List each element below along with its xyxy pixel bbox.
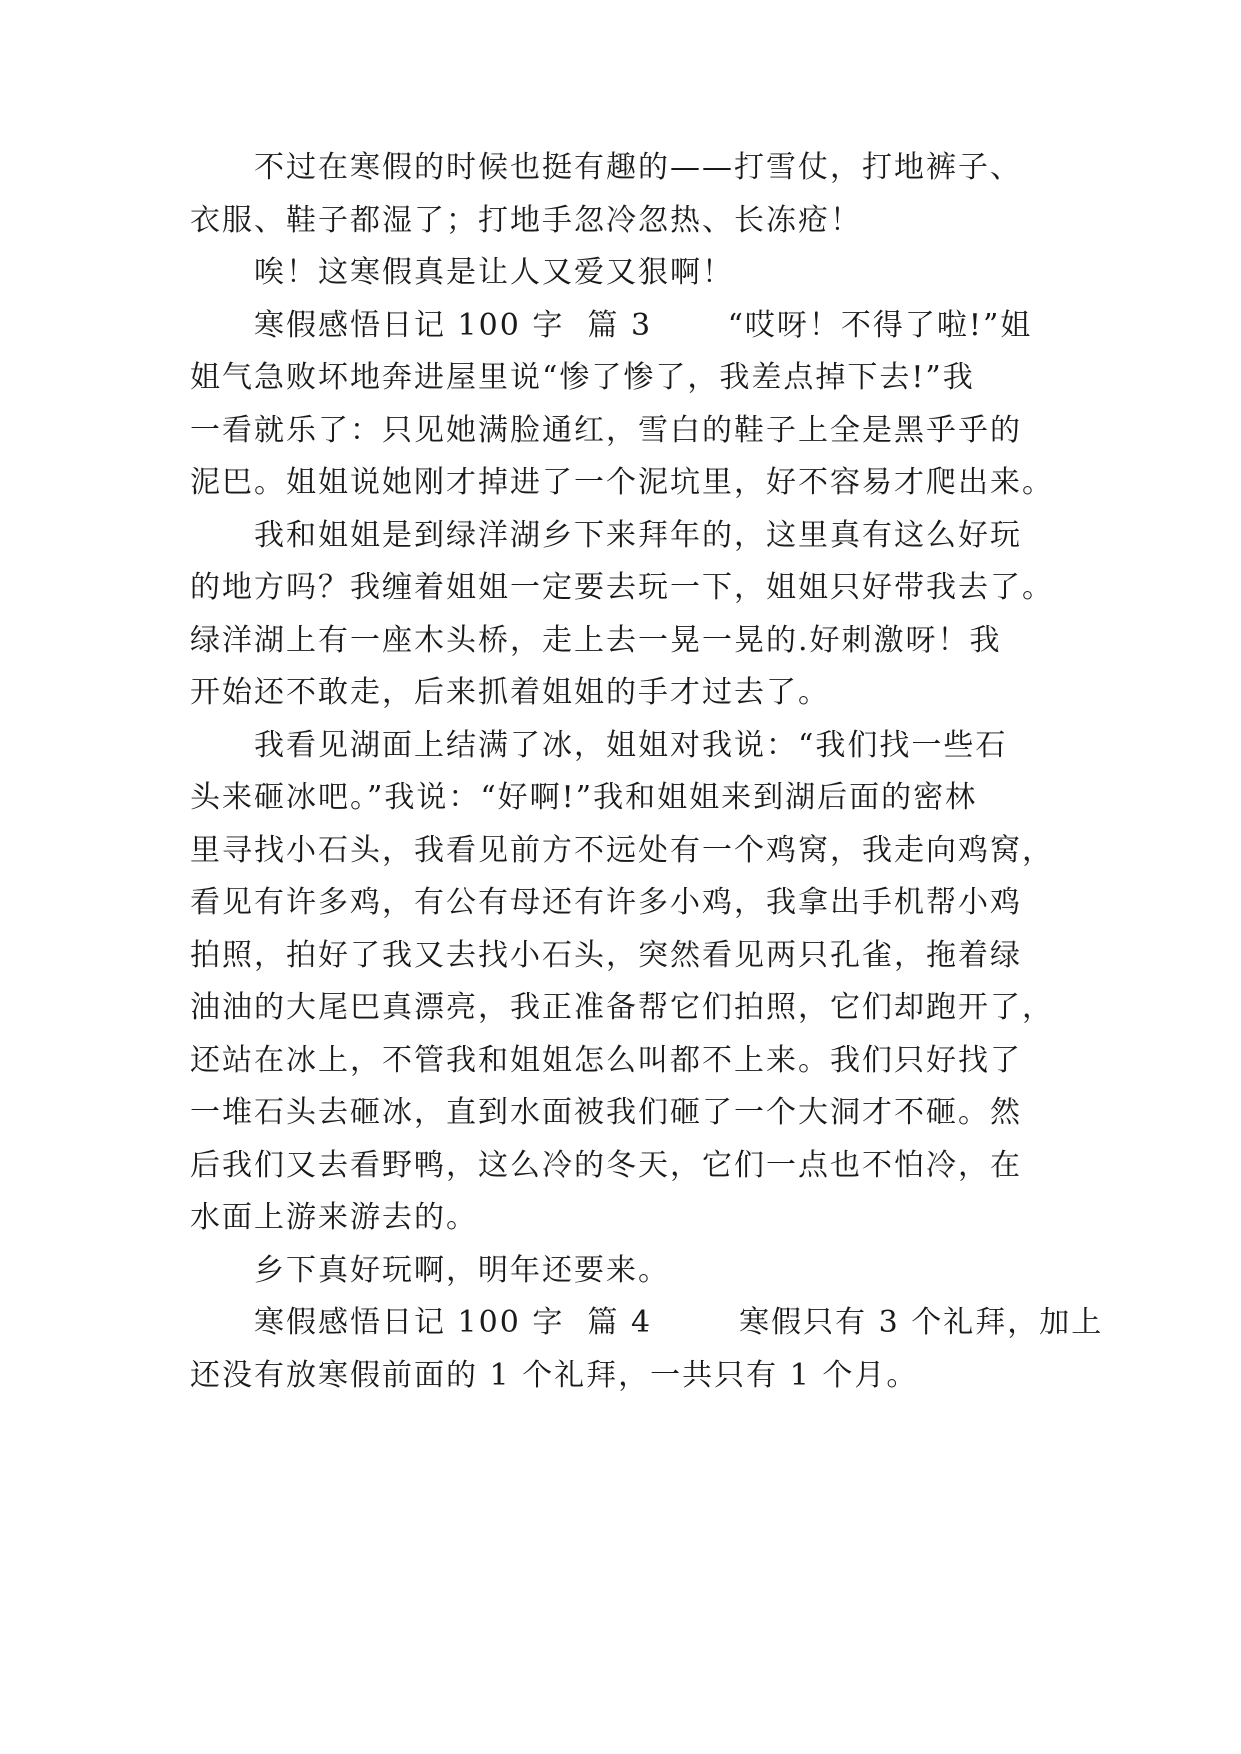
text-line: 油油的大尾巴真漂亮，我正准备帮它们拍照，它们却跑开了， — [190, 990, 1054, 1025]
text-line: 一堆石头去砸冰，直到水面被我们砸了一个大洞才不砸。然 — [190, 1095, 1022, 1130]
text-line: 不过在寒假的时候也挺有趣的——打雪仗，打地裤子、 — [190, 150, 1022, 185]
text-line: 一看就乐了：只见她满脸通红，雪白的鞋子上全是黑乎乎的 — [190, 413, 1022, 448]
text-line: 绿洋湖上有一座木头桥，走上去一晃一晃的.好刺激呀！我 — [190, 623, 1002, 658]
section-heading-line: 寒假感悟日记 100 字 篇 4 寒假只有 3 个礼拜，加上 — [190, 1305, 1104, 1340]
text-line: 开始还不敢走，后来抓着姐姐的手才过去了。 — [190, 675, 830, 710]
text-line: 还没有放寒假前面的 1 个礼拜，一共只有 1 个月。 — [190, 1358, 919, 1393]
text-line: 泥巴。姐姐说她刚才掉进了一个泥坑里，好不容易才爬出来。 — [190, 465, 1054, 500]
text-line: 唉！这寒假真是让人又爱又狠啊！ — [190, 255, 734, 290]
text-line: 拍照，拍好了我又去找小石头，突然看见两只孔雀，拖着绿 — [190, 938, 1022, 973]
text-line: 姐气急败坏地奔进屋里说“惨了惨了，我差点掉下去!”我 — [190, 360, 975, 395]
text-line: 的地方吗？我缠着姐姐一定要去玩一下，姐姐只好带我去了。 — [190, 570, 1054, 605]
text-line: 后我们又去看野鸭，这么冷的冬天，它们一点也不怕冷，在 — [190, 1148, 1022, 1183]
text-line: 水面上游来游去的。 — [190, 1200, 478, 1235]
text-line: 衣服、鞋子都湿了；打地手忽冷忽热、长冻疮！ — [190, 203, 862, 238]
text-line: 乡下真好玩啊，明年还要来。 — [190, 1253, 670, 1288]
text-line: 头来砸冰吧。”我说：“好啊!”我和姐姐来到湖后面的密林 — [190, 780, 978, 815]
text-line: 看见有许多鸡，有公有母还有许多小鸡，我拿出手机帮小鸡 — [190, 885, 1022, 920]
text-line: 还站在冰上，不管我和姐姐怎么叫都不上来。我们只好找了 — [190, 1043, 1022, 1078]
text-line: 我看见湖面上结满了冰，姐姐对我说：“我们找一些石 — [190, 728, 1008, 763]
text-line: 我和姐姐是到绿洋湖乡下来拜年的，这里真有这么好玩 — [190, 518, 1022, 553]
text-line: 里寻找小石头，我看见前方不远处有一个鸡窝，我走向鸡窝， — [190, 833, 1054, 868]
section-heading-line: 寒假感悟日记 100 字 篇 3 “哎呀！不得了啦!”姐 — [190, 308, 1033, 343]
